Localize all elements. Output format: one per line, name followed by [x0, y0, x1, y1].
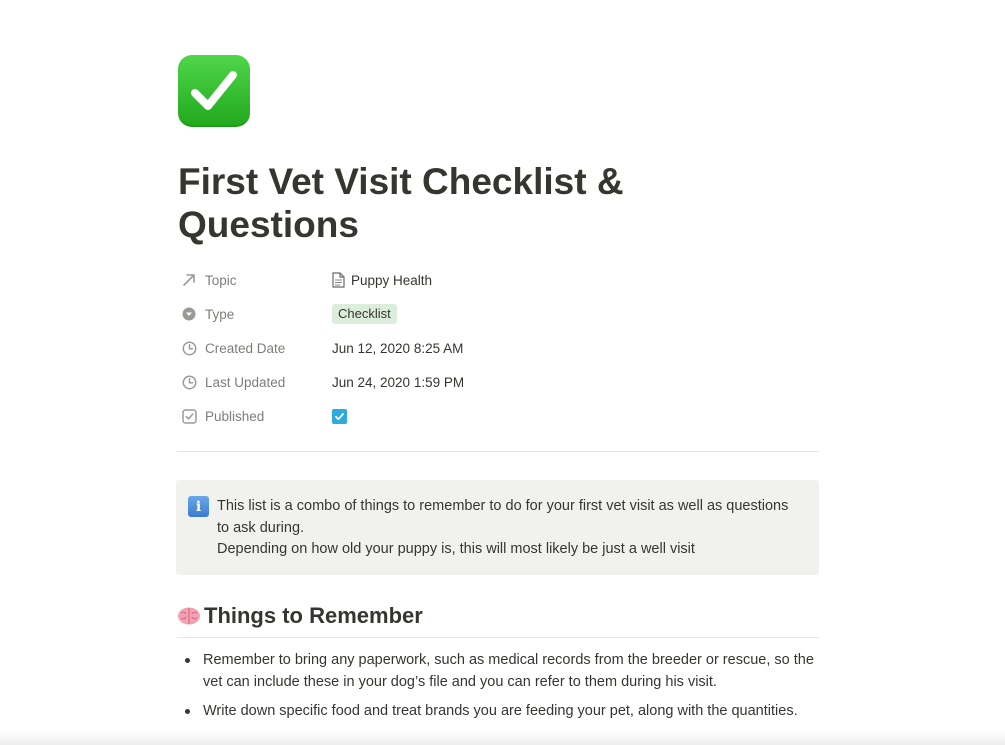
information-icon[interactable]: i — [188, 496, 209, 517]
check-mark-icon[interactable] — [178, 55, 250, 127]
callout-line: Depending on how old your puppy is, this will most likely be just a well visit — [217, 541, 695, 557]
property-value[interactable] — [332, 409, 347, 424]
property-key[interactable] — [178, 272, 332, 288]
select-tag[interactable]: Checklist — [332, 304, 397, 324]
property-value: Jun 12, 2020 8:25 AM — [332, 340, 464, 356]
property-key[interactable] — [178, 408, 332, 424]
callout-block[interactable] — [176, 480, 819, 575]
section-heading[interactable] — [177, 601, 819, 638]
property-last-updated[interactable] — [178, 365, 819, 399]
page-title[interactable]: First Vet Visit Checklist & Questions — [178, 161, 624, 245]
bullet-list — [177, 649, 819, 729]
property-value[interactable] — [332, 304, 397, 324]
bullet-dot — [185, 658, 190, 663]
property-type[interactable] — [178, 297, 819, 331]
property-created-date[interactable] — [178, 331, 819, 365]
property-published[interactable] — [178, 399, 819, 433]
list-item-text: Write down specific food and treat brands you are feeding your pet, along with the quantities. — [203, 703, 798, 719]
callout-line: This list is a combo of things to remember to do for your first vet visit as well as questions to ask during. — [217, 498, 789, 536]
divider — [177, 451, 819, 452]
brain-icon — [177, 606, 201, 626]
section-heading-text: Things to Remember — [204, 603, 423, 628]
properties-list — [178, 263, 819, 433]
bottom-fade — [0, 731, 1005, 745]
property-key-label: Last Updated — [205, 374, 286, 390]
property-key[interactable] — [178, 374, 332, 390]
relation-link-label: Puppy Health — [351, 272, 433, 288]
property-key[interactable] — [178, 306, 332, 322]
property-key-label: Type — [205, 306, 235, 322]
list-item-text: Remember to bring any paperwork, such as medical records from the breeder or rescue, so the vet can include these in your dog’s file and you can refer to them during his visit. — [203, 652, 814, 690]
property-key[interactable] — [178, 340, 332, 356]
list-item[interactable] — [177, 649, 819, 693]
property-key-label: Created Date — [205, 340, 286, 356]
bullet-dot — [185, 709, 190, 714]
clock-icon — [181, 374, 197, 390]
list-item[interactable] — [177, 700, 819, 722]
callout-text[interactable] — [217, 496, 803, 559]
property-topic[interactable] — [178, 263, 819, 297]
relation-link[interactable] — [332, 272, 432, 288]
checked-icon — [334, 411, 345, 422]
property-value: Jun 24, 2020 1:59 PM — [332, 374, 465, 390]
property-key-label: Published — [205, 408, 265, 424]
checkbox-property-icon — [181, 408, 197, 424]
published-checkbox[interactable] — [332, 409, 347, 424]
clock-icon — [181, 340, 197, 356]
document-icon — [332, 272, 345, 288]
property-key-label: Topic — [205, 272, 237, 288]
property-value[interactable] — [332, 272, 432, 288]
relation-arrow-icon — [181, 272, 197, 288]
select-dropdown-icon — [181, 306, 197, 322]
